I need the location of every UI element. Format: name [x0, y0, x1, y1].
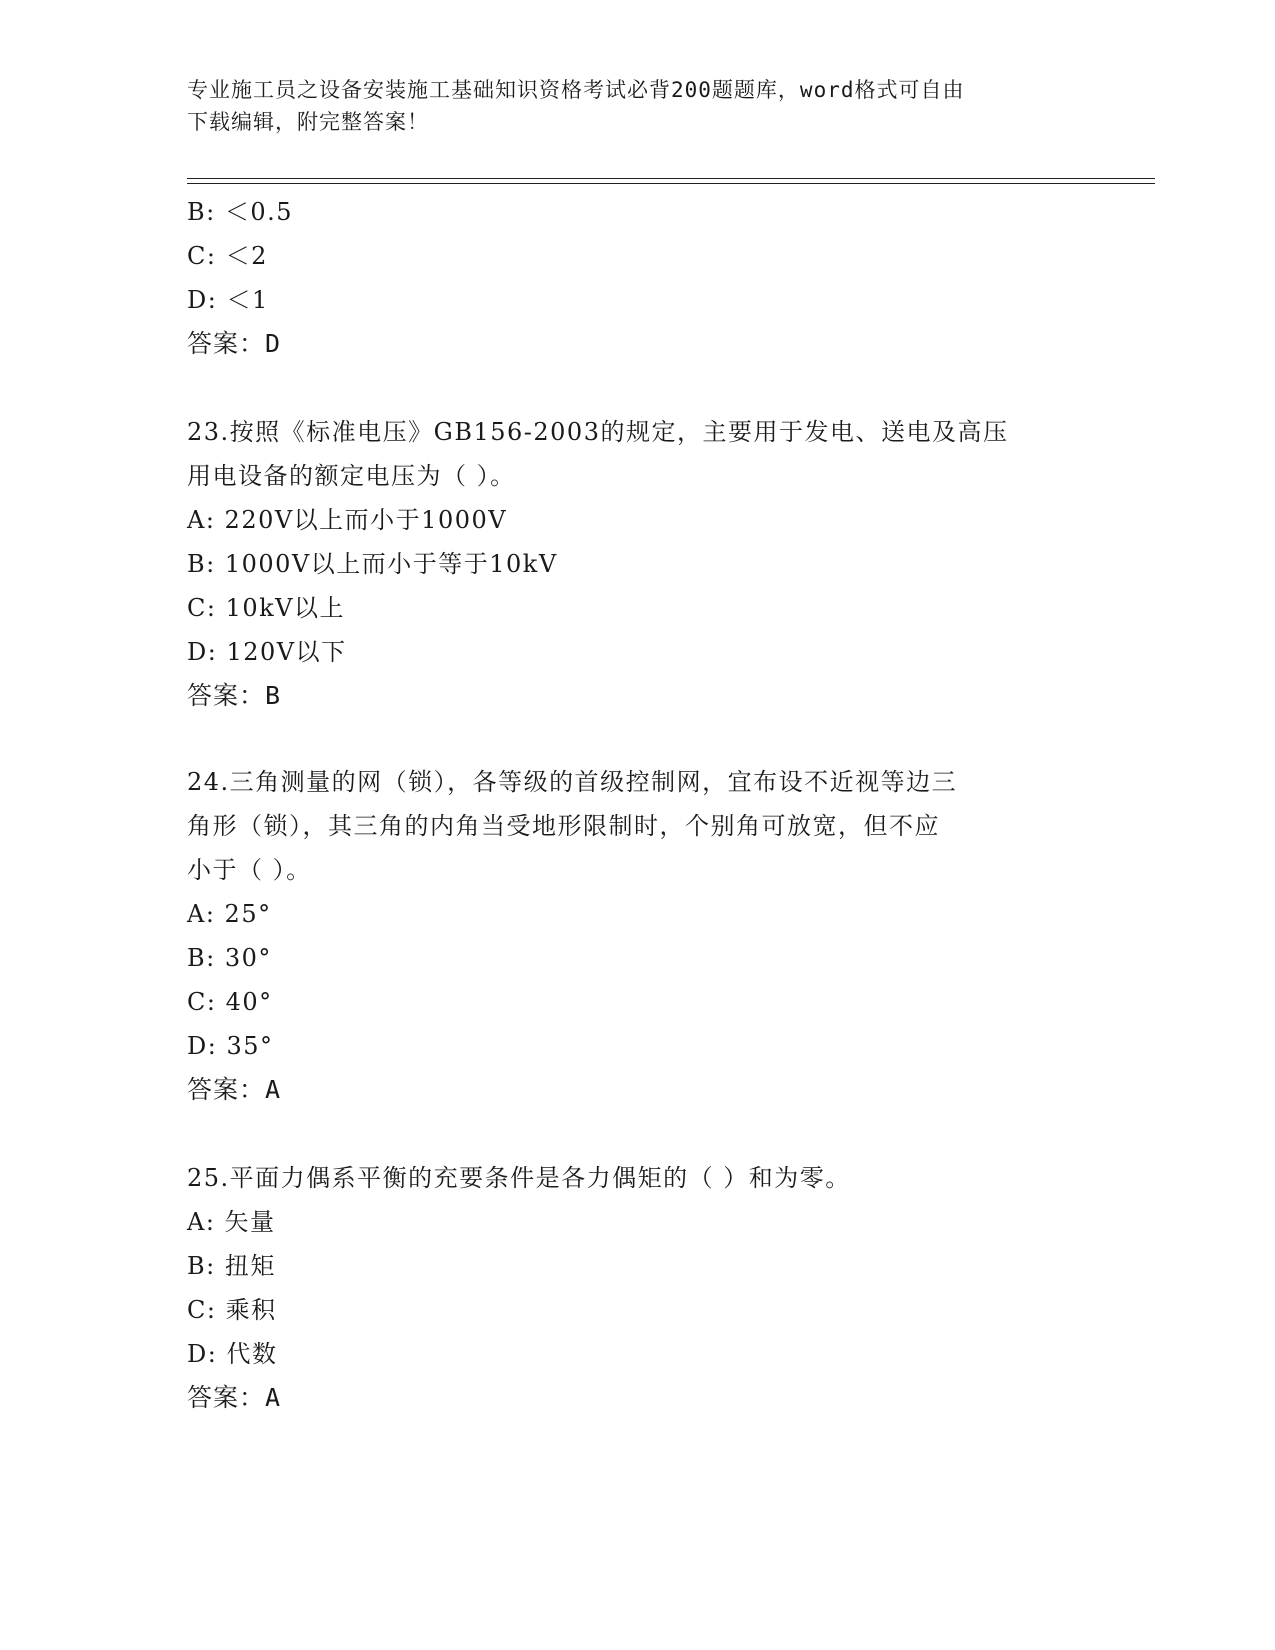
header-line-1: 专业施工员之设备安装施工基础知识资格考试必背200题题库，word格式可自由: [187, 78, 965, 102]
question-25-option-a: A: 矢量: [187, 1208, 276, 1236]
answer-label: 答案：D: [187, 329, 282, 358]
question-24-option-c: C: 40°: [187, 988, 273, 1016]
question-23-answer: 答案：B: [187, 681, 282, 710]
option-b: B: ＜0.5: [187, 198, 294, 226]
option-d: D: ＜1: [187, 286, 269, 314]
question-24-option-b: B: 30°: [187, 944, 272, 972]
question-24-answer: 答案：A: [187, 1075, 282, 1104]
question-24-stem-line-1: 24.三角测量的网（锁），各等级的首级控制网，宜布设不近视等边三: [187, 768, 958, 796]
question-25-option-d: D: 代数: [187, 1340, 278, 1368]
header-divider-top: [187, 178, 1155, 179]
header-line-2: 下载编辑，附完整答案！: [187, 110, 429, 134]
question-25-option-c: C: 乘积: [187, 1296, 277, 1324]
question-25-option-b: B: 扭矩: [187, 1252, 276, 1280]
question-23-option-b: B: 1000V以上而小于等于10kV: [187, 550, 558, 578]
question-24-option-a: A: 25°: [187, 900, 272, 928]
question-24-stem-line-2: 角形（锁），其三角的内角当受地形限制时，个别角可放宽，但不应: [187, 812, 940, 840]
question-25-stem-line-1: 25.平面力偶系平衡的充要条件是各力偶矩的（ ）和为零。: [187, 1164, 851, 1192]
document-header: [187, 74, 1087, 138]
header-divider-bottom: [187, 183, 1155, 184]
question-23-option-d: D: 120V以下: [187, 638, 347, 666]
option-c: C: ＜2: [187, 242, 268, 270]
question-24-option-d: D: 35°: [187, 1032, 274, 1060]
question-23-stem-line-2: 用电设备的额定电压为（ ）。: [187, 462, 516, 490]
question-24-stem-line-3: 小于（ ）。: [187, 856, 312, 884]
question-25-answer: 答案：A: [187, 1383, 282, 1412]
question-23-stem-line-1: 23.按照《标准电压》GB156-2003的规定，主要用于发电、送电及高压: [187, 418, 1009, 446]
question-23-option-a: A: 220V以上而小于1000V: [187, 506, 508, 534]
question-23-option-c: C: 10kV以上: [187, 594, 345, 622]
